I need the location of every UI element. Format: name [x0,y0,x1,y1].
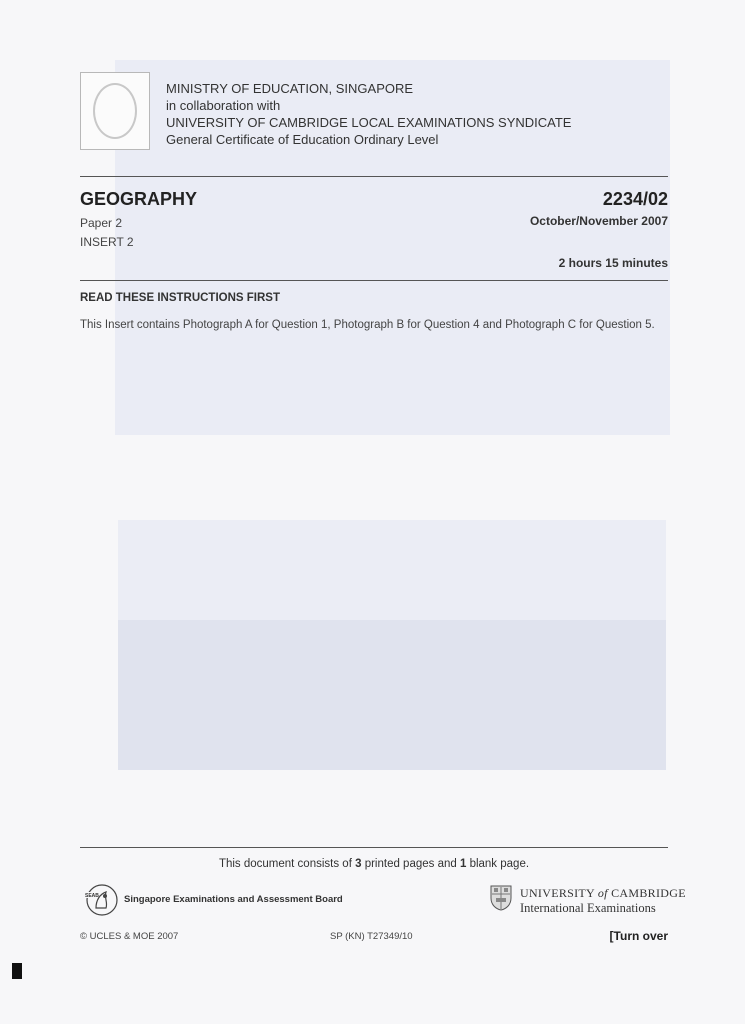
ministry-line: General Certificate of Education Ordinary Level [166,132,439,147]
ministry-line: UNIVERSITY OF CAMBRIDGE LOCAL EXAMINATIONS SYNDICATE [166,115,572,130]
seab-logo-icon [82,878,122,918]
page-count-statement: This document consists of 3 printed pages and 1 blank page. [218,858,530,870]
o-level-letter-icon [93,83,137,139]
instructions-heading: READ THESE INSTRUCTIONS FIRST [80,292,280,304]
blank-page-count: 1 [459,858,467,870]
copyright-notice: © UCLES & MOE 2007 [80,931,179,942]
printed-page-count: 3 [355,858,362,870]
ministry-header [166,80,571,148]
exam-duration: 2 hours 15 minutes [558,256,668,270]
exam-code: 2234/02 [602,189,668,209]
cambridge-university-name: UNIVERSITY of CAMBRIDGE [520,886,686,900]
header-divider [80,176,668,177]
turn-over-label: [Turn over [609,929,668,943]
document-reference: SP (KN) T27349/10 [330,931,413,942]
insert-number: INSERT 2 [80,235,134,249]
footer-divider [80,847,668,848]
subject-title: GEOGRAPHY [80,189,198,209]
ministry-line: MINISTRY OF EDUCATION, SINGAPORE [166,81,414,96]
instructions-divider [80,280,668,281]
show-through-photograph-b-shadow [118,620,666,770]
seab-name: Singapore Examinations and Assessment Board [124,894,343,905]
cambridge-crest-icon [490,885,512,911]
ministry-line: in collaboration with [166,98,281,113]
exam-session: October/November 2007 [529,214,668,228]
cambridge-international-examinations: International Examinations [520,901,656,915]
scan-margin-mark [12,963,22,979]
paper-number: Paper 2 [80,216,123,230]
o-level-logo [80,72,150,150]
instructions-body: This Insert contains Photograph A for Question 1, Photograph B for Question 4 and Photograph C for Question 5. [80,319,655,331]
svg-text:SEAB: SEAB [85,893,99,899]
